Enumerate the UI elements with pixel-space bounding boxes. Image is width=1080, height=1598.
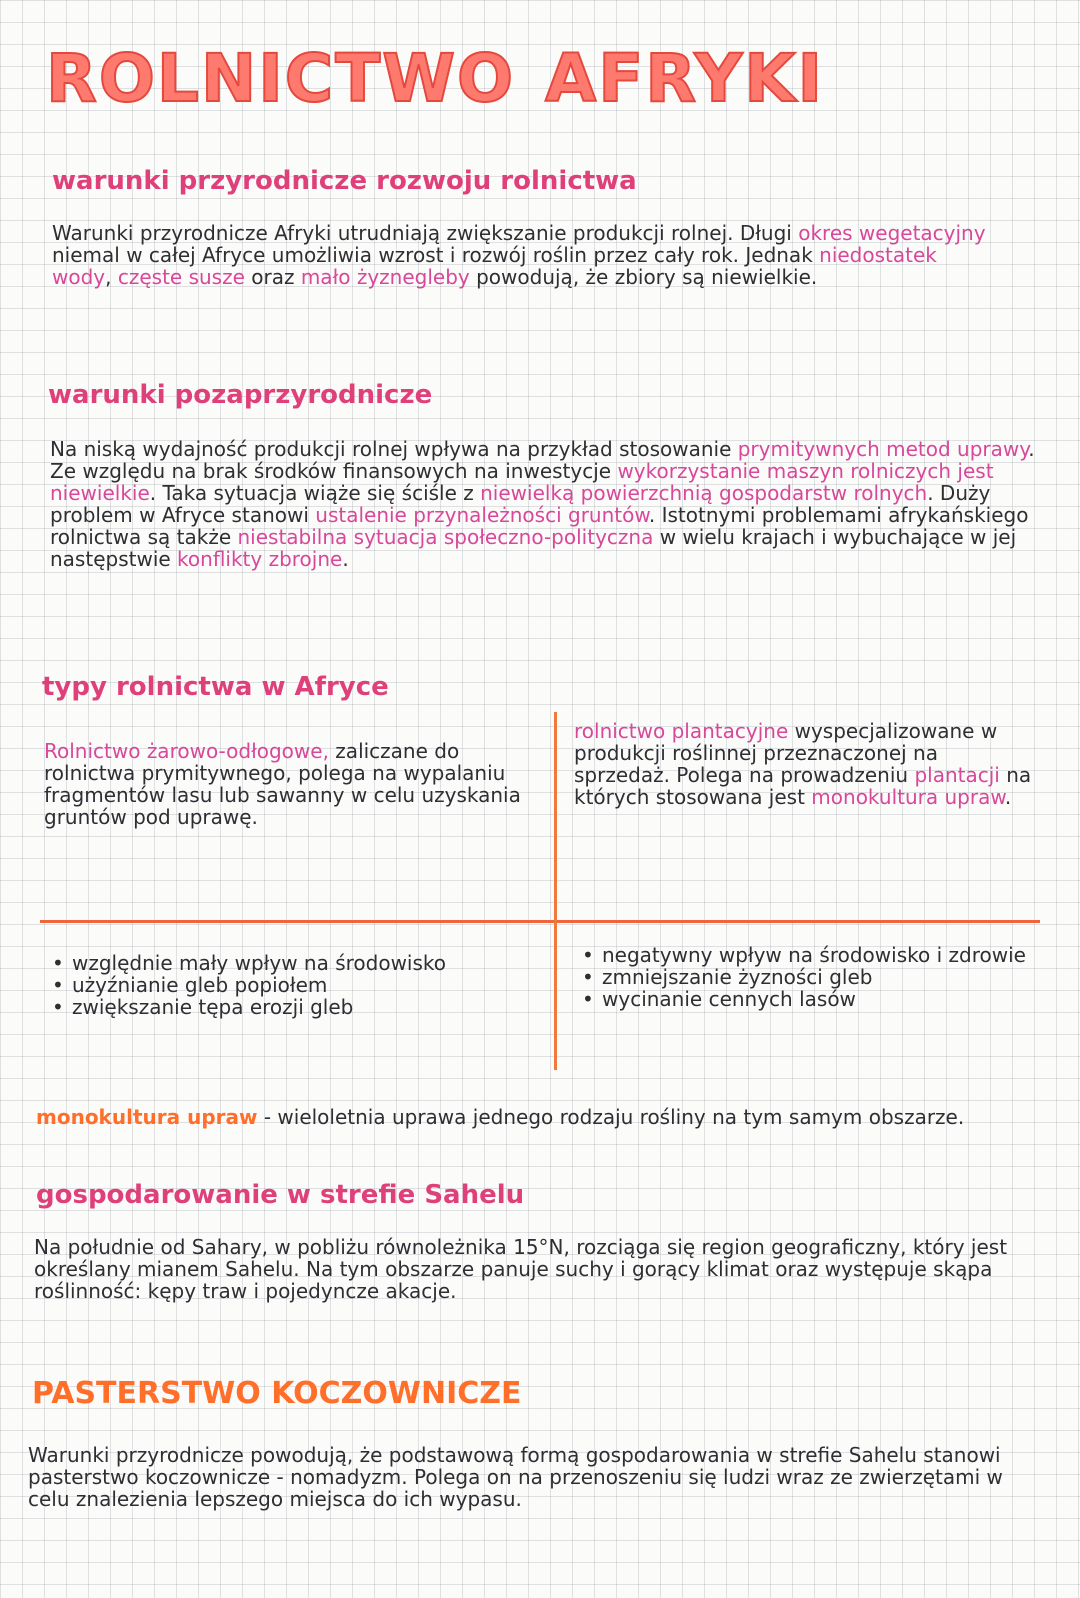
title-word-1: ROLNICTWO <box>46 40 516 117</box>
highlight-vegetation-period: okres wegetacyjny <box>798 221 986 245</box>
section-heading-sahel: gospodarowanie w strefie Sahelu <box>36 1180 525 1210</box>
monoculture-term: monokultura upraw <box>36 1105 258 1129</box>
section-heading-nomadic-herding: PASTERSTWO KOCZOWNICZE <box>32 1376 522 1411</box>
table-horizontal-divider <box>40 920 1040 923</box>
section-heading-natural-conditions: warunki przyrodnicze rozwoju rolnictwa <box>52 166 637 196</box>
highlight-poor-soil: mało żyznegleby <box>300 265 470 289</box>
non-natural-conditions-paragraph: Na niską wydajność produkcji rolnej wpływa na przykład stosowanie prymitywnych metod uprawy. Ze względu na brak środków finansowych na inwestycje wykorzystanie maszyn rolniczych jest niewielkie. Taka sytuacja wiąże się ściśle z niewielką powierzchnią gospodarstw rolnych. Duży problem w Afryce stanowi ustalenie przynależności gruntów. Istotnymi problemami afrykańskiego rolnictwa są także niestabilna sytuacja społeczno-polityczna w wielu krajach i wybuchające w jej następstwie konflikty zbrojne. <box>50 437 1035 571</box>
highlight-droughts: częste susze <box>117 265 245 289</box>
sahel-paragraph: Na południe od Sahary, w pobliżu równoleżnika 15°N, rozciąga się region geograficzny, który jest określany mianem Sahelu. Na tym obszarze panuje suchy i gorący klimat oraz występuje skąpa roślinność: kępy traw i pojedyncze akacje. <box>34 1235 1008 1303</box>
natural-conditions-paragraph: Warunki przyrodnicze Afryki utrudniają zwiększanie produkcji rolnej. Długi okres wegetacyjny niemal w całej Afryce umożliwia wzrost i rozwój roślin przez cały rok. Jednak niedostatek wody, częste susze oraz mało żyznegleby powodują, że zbiory są niewielkie. <box>52 221 986 289</box>
plantation-description: rolnictwo plantacyjne wyspecjalizowane w produkcji roślinnej przeznaczonej na sprzedaż. Polega na prowadzeniu plantacji na których stosowana jest monokultura upraw. <box>574 719 1032 809</box>
table-vertical-divider <box>554 712 557 1070</box>
page-title <box>46 40 824 117</box>
list-item: • negatywny wpływ na środowisko i zdrowie <box>580 944 1030 966</box>
highlight-water-shortage: niedostatek wody <box>52 243 937 289</box>
list-item: • zwiększanie tępa erozji gleb <box>50 996 540 1018</box>
plantation-term: rolnictwo plantacyjne <box>574 719 789 743</box>
list-item: • użyźnianie gleb popiołem <box>50 974 540 996</box>
slash-and-burn-term: Rolnictwo żarowo-odłogowe, <box>44 739 329 763</box>
nomadic-herding-paragraph: Warunki przyrodnicze powodują, że podstawową formą gospodarowania w strefie Sahelu stanowi pasterstwo koczownicze - nomadyzm. Polega on na przenoszeniu się ludzi wraz ze zwierzętami w celu znalezienia lepszego miejsca do ich wypasu. <box>28 1443 1003 1511</box>
plantation-effects-list <box>580 944 1030 1010</box>
slash-and-burn-effects-list <box>50 952 540 1018</box>
section-heading-non-natural-conditions: warunki pozaprzyrodnicze <box>48 380 433 410</box>
title-word-2: AFRYKI <box>545 40 825 117</box>
list-item: • zmniejszanie żyzności gleb <box>580 966 1030 988</box>
monoculture-definition: monokultura upraw - wieloletnia uprawa jednego rodzaju rośliny na tym samym obszarze. <box>36 1105 965 1129</box>
list-item: • względnie mały wpływ na środowisko <box>50 952 540 974</box>
section-heading-agriculture-types: typy rolnictwa w Afryce <box>42 672 389 702</box>
list-item: • wycinanie cennych lasów <box>580 988 1030 1010</box>
slash-and-burn-description: Rolnictwo żarowo-odłogowe, zaliczane do rolnictwa prymitywnego, polega na wypalaniu fragmentów lasu lub sawanny w celu uzyskania gruntów pod uprawę. <box>44 739 521 829</box>
